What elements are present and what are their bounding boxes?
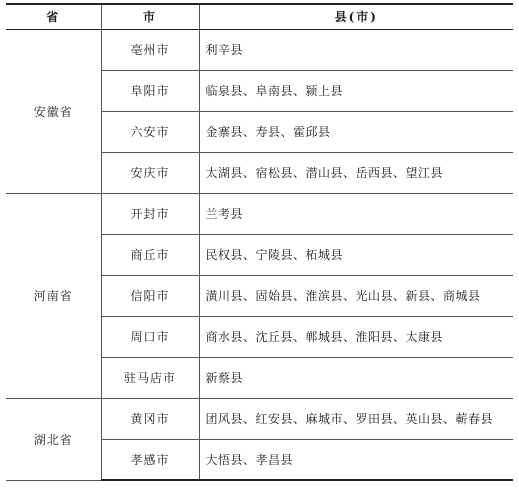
table-row	[6, 398, 513, 439]
table-row	[6, 29, 513, 70]
counties-cell: 金寨县、寿县、霍邱县	[199, 111, 513, 152]
counties-cell: 团风县、红安县、麻城市、罗田县、英山县、蕲春县	[199, 398, 513, 439]
counties-cell: 民权县、宁陵县、柘城县	[199, 234, 513, 275]
city-cell: 商丘市	[101, 234, 199, 275]
city-cell: 亳州市	[101, 29, 199, 70]
city-cell: 黄冈市	[101, 398, 199, 439]
counties-cell: 太湖县、宿松县、潜山县、岳西县、望江县	[199, 152, 513, 193]
city-cell: 孝感市	[101, 439, 199, 480]
counties-cell: 潢川县、固始县、淮滨县、光山县、新县、商城县	[199, 275, 513, 316]
province-cell: 湖北省	[6, 398, 101, 480]
counties-cell: 利辛县	[199, 29, 513, 70]
table-header	[6, 4, 513, 29]
counties-cell: 临泉县、阜南县、颍上县	[199, 70, 513, 111]
header-city: 市	[101, 4, 199, 29]
city-cell: 周口市	[101, 316, 199, 357]
table-body	[6, 29, 513, 480]
city-cell: 阜阳市	[101, 70, 199, 111]
city-cell: 开封市	[101, 193, 199, 234]
header-province: 省	[6, 4, 101, 29]
counties-cell: 兰考县	[199, 193, 513, 234]
city-cell: 驻马店市	[101, 357, 199, 398]
table-row	[6, 193, 513, 234]
city-cell: 安庆市	[101, 152, 199, 193]
city-cell: 六安市	[101, 111, 199, 152]
city-cell: 信阳市	[101, 275, 199, 316]
counties-cell: 大悟县、孝昌县	[199, 439, 513, 480]
region-table	[6, 3, 513, 481]
region-table-container	[6, 3, 513, 481]
counties-cell: 商水县、沈丘县、郸城县、淮阳县、太康县	[199, 316, 513, 357]
province-cell: 安徽省	[6, 29, 101, 193]
province-cell: 河南省	[6, 193, 101, 398]
counties-cell: 新蔡县	[199, 357, 513, 398]
header-counties: 县(市)	[199, 4, 513, 29]
header-row	[6, 4, 513, 29]
